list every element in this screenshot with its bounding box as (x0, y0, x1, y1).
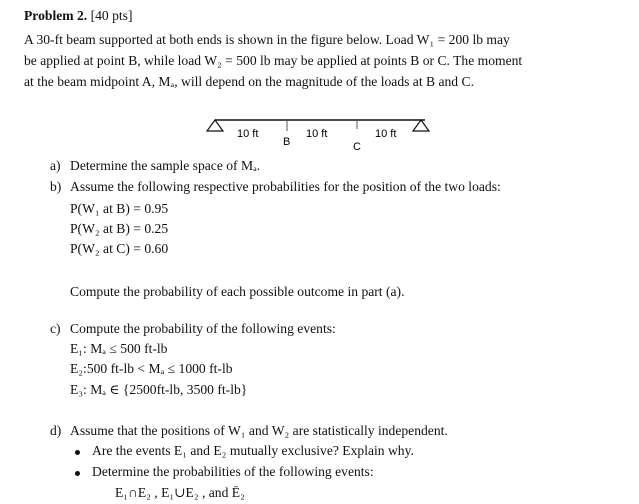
probability-w2-b: P(W₂ at B) = 0.25 (70, 221, 169, 236)
right-support-icon (413, 120, 429, 131)
bullet-2 (75, 471, 80, 476)
span-3-label: 10 ft (375, 128, 397, 140)
part-c-label: c) (50, 321, 61, 336)
part-d-label: d) (50, 423, 62, 438)
part-b-compute: Compute the probability of each possible outcome in part (a). (70, 284, 405, 299)
part-d-last-line: E₁∩E₂ , E₁∪E₂ , and Ē₂ (115, 485, 245, 500)
intro-line-3: at the beam midpoint A, Mₐ, will depend on the magnitude of the loads at B and C. (24, 74, 474, 89)
part-b-label: b) (50, 179, 62, 194)
part-a-text: Determine the sample space of Mₐ. (70, 158, 261, 173)
part-b-text: Assume the following respective probabilities for the position of the two loads: (70, 179, 501, 194)
beam-figure (0, 0, 639, 160)
problem-points: [40 pts] (90, 8, 133, 23)
point-b-label: B (283, 136, 291, 148)
span-1-label: 10 ft (237, 128, 259, 140)
probability-w1-b: P(W₁ at B) = 0.95 (70, 201, 169, 216)
part-d-bullet-2: Determine the probabilities of the following events: (92, 464, 374, 479)
span-2-label: 10 ft (306, 128, 328, 140)
intro-line-1: A 30-ft beam supported at both ends is shown in the figure below. Load W₁ = 200 lb may (24, 32, 510, 47)
part-a-label: a) (50, 158, 61, 173)
left-support-icon (207, 120, 223, 131)
point-c-label: C (353, 141, 361, 153)
intro-line-2: be applied at point B, while load W₂ = 500 lb may be applied at points B or C. The moment (24, 53, 523, 68)
event-e3: E₃: Mₐ ∈ {2500ft-lb, 3500 ft-lb} (70, 382, 248, 397)
part-d-text: Assume that the positions of W₁ and W₂ are statistically independent. (70, 423, 448, 438)
bullet-1 (75, 450, 80, 455)
event-e2: E₂:500 ft-lb < Mₐ ≤ 1000 ft-lb (70, 361, 233, 376)
problem-number: Problem 2. (24, 8, 88, 23)
event-e1: E₁: Mₐ ≤ 500 ft-lb (70, 341, 168, 356)
part-c-text: Compute the probability of the following events: (70, 321, 336, 336)
probability-w2-c: P(W₂ at C) = 0.60 (70, 241, 169, 256)
part-d-bullet-1: Are the events E₁ and E₂ mutually exclusive? Explain why. (92, 443, 414, 458)
